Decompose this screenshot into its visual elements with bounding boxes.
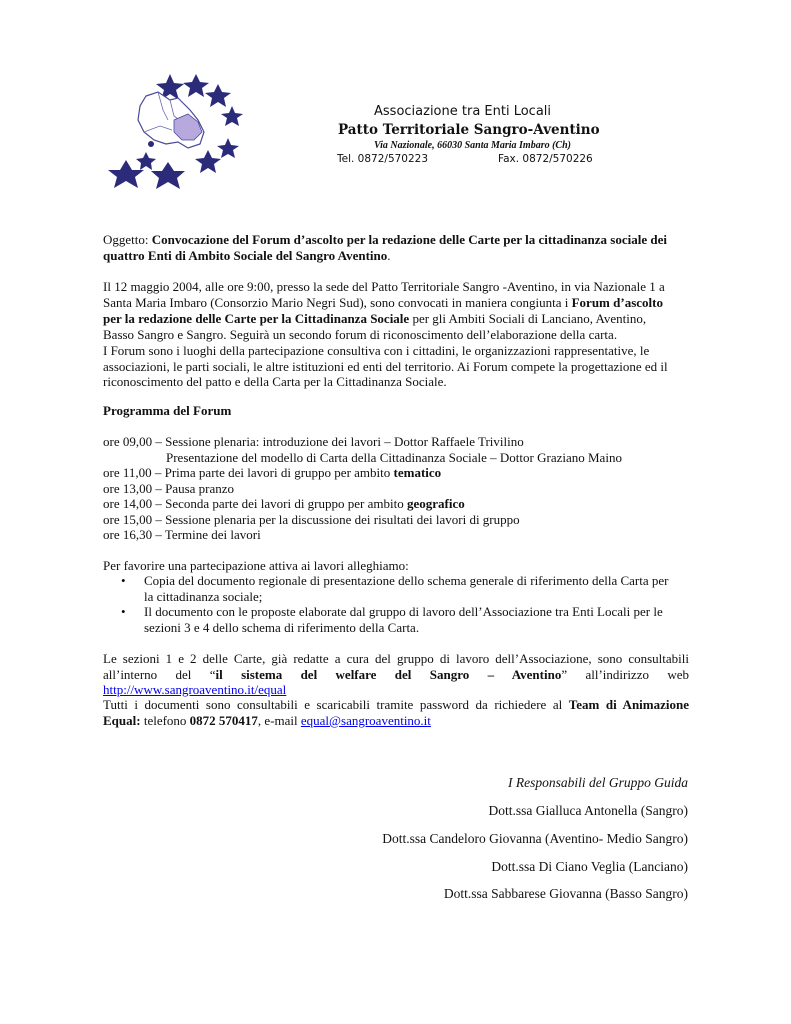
logo-star [136, 152, 156, 170]
attachment-item: la cittadinanza sociale; [144, 589, 263, 604]
signature: Dott.ssa Di Ciano Veglia (Lanciano) [491, 859, 688, 874]
attachment-item: Il documento con le proposte elaborate dal gruppo di lavoro dell’Associazione tra Enti Locali per le [144, 604, 663, 619]
logo-star [217, 138, 239, 158]
attachment-item: sezioni 3 e 4 dello schema di riferimento della Carta. [144, 620, 420, 635]
logo-star [221, 106, 243, 126]
website-link[interactable]: http://www.sangroaventino.it/equal [103, 682, 287, 697]
paragraph-line: Le sezioni 1 e 2 delle Carte, già redatte a cura del gruppo di lavoro dell’Associazione, sono consultabili [103, 651, 689, 666]
program-title: Programma del Forum [103, 403, 232, 418]
email-link[interactable]: equal@sangroaventino.it [300, 713, 431, 728]
header-fax: Fax. 0872/570226 [498, 153, 593, 165]
header-address: Via Nazionale, 66030 Santa Maria Imbaro (Ch) [374, 140, 571, 151]
program-row: Presentazione del modello di Carta della Cittadinanza Sociale – Dottor Graziano Maino [166, 450, 622, 465]
program-row: ore 16,30 – Termine dei lavori [103, 527, 261, 542]
association-logo [108, 70, 248, 192]
subject-line-2: quattro Enti di Ambito Sociale del Sangro Aventino. [103, 248, 391, 263]
signature: Dott.ssa Sabbarese Giovanna (Basso Sangro) [443, 886, 688, 901]
header-tel: Tel. 0872/570223 [337, 153, 429, 165]
bullet-marker: • [121, 604, 126, 619]
paragraph-line: Basso Sangro e Sangro. Seguirà un secondo forum di riconoscimento dell’elaborazione della carta. [103, 327, 618, 342]
paragraph-line: Santa Maria Imbaro (Consorzio Mario Negri Sud), sono convocati in maniera congiunta i Forum d’ascolto [103, 295, 663, 310]
subject-line-1: Oggetto: Convocazione del Forum d’ascolto per la redazione delle Carte per la cittadinanza sociale dei [103, 232, 667, 247]
signature: Dott.ssa Gialluca Antonella (Sangro) [488, 803, 688, 818]
logo-star [108, 160, 144, 188]
paragraph-line: associazioni, le parti sociali, le altre istituzioni ed enti del territorio. Ai Forum compete la progettazione ed il [103, 359, 668, 374]
bullet-marker: • [121, 573, 126, 588]
header-association: Associazione tra Enti Locali [374, 104, 552, 119]
attachments-intro: Per favorire una partecipazione attiva ai lavori alleghiamo: [103, 558, 409, 573]
logo-star [205, 84, 231, 107]
logo-star [151, 162, 185, 189]
program-row: ore 14,00 – Seconda parte dei lavori di gruppo per ambito geografico [103, 496, 465, 511]
paragraph-line: Tutti i documenti sono consultabili e scaricabili tramite password da richiedere al Team di Animazione [103, 697, 689, 712]
paragraph-line: riconoscimento del patto e della Carta per la Cittadinanza Sociale. [103, 374, 447, 389]
signatures-title: I Responsabili del Gruppo Guida [508, 775, 688, 790]
logo-star [183, 74, 209, 97]
program-row: ore 13,00 – Pausa pranzo [103, 481, 235, 496]
program-row: ore 09,00 – Sessione plenaria: introduzione dei lavori – Dottor Raffaele Trivilino [103, 434, 524, 449]
header-name: Patto Territoriale Sangro-Aventino [338, 122, 600, 138]
paragraph-line: Equal: telefono 0872 570417, e-mail equal@sangroaventino.it [103, 713, 431, 728]
paragraph-line: per la redazione delle Carte per la Cittadinanza Sociale per gli Ambiti Sociali di Lanciano, Aventino, [103, 311, 647, 326]
logo-star [195, 150, 221, 173]
program-row: ore 15,00 – Sessione plenaria per la discussione dei risultati dei lavori di gruppo [103, 512, 520, 527]
program-row: ore 11,00 – Prima parte dei lavori di gruppo per ambito tematico [103, 465, 442, 480]
paragraph-line: Il 12 maggio 2004, alle ore 9:00, presso la sede del Patto Territoriale Sangro -Aventino, in via Nazionale 1 a [103, 279, 665, 294]
signature: Dott.ssa Candeloro Giovanna (Aventino- Medio Sangro) [382, 831, 688, 846]
attachment-item: Copia del documento regionale di presentazione dello schema generale di riferimento della Carta per [144, 573, 669, 588]
paragraph-line: all’interno del “il sistema del welfare del Sangro – Aventino” all’indirizzo web [103, 667, 689, 682]
paragraph-line: I Forum sono i luoghi della partecipazione consultiva con i cittadini, le organizzazioni rappresentative, le [103, 343, 650, 358]
region-map-highlight [174, 114, 202, 140]
